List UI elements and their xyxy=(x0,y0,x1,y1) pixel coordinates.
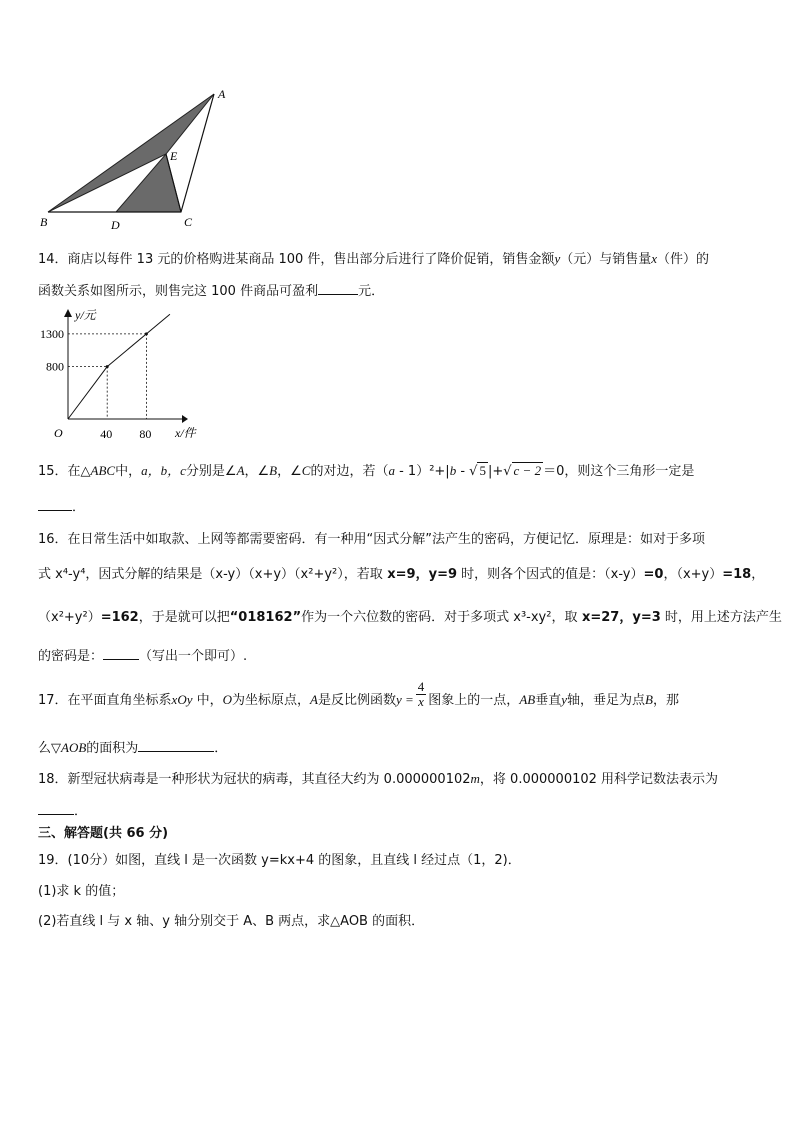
q15-text: 分别是∠ xyxy=(185,464,237,479)
q14-text: （件）的 xyxy=(657,252,710,267)
q16-line2 xyxy=(38,566,764,584)
q14-answer-blank xyxy=(318,281,358,295)
q16-text: 时，用上述方法产生 xyxy=(660,610,782,625)
q17-line1 xyxy=(38,679,764,710)
q14-var-y: y xyxy=(554,251,561,266)
q15-text: - xyxy=(456,464,470,479)
q17-fraction-numerator: 4 xyxy=(417,679,425,694)
q15-text: ＝0，则这个三角形一定是 xyxy=(543,464,695,479)
q15-vars: a，b，c xyxy=(141,463,186,478)
q17-text: 17．在平面直角坐标系 xyxy=(38,693,172,708)
q15-angle-b: B xyxy=(269,463,278,478)
series-line-segment xyxy=(68,367,107,419)
series-line-segment xyxy=(107,334,146,367)
q15-var-a: a xyxy=(388,463,395,478)
q16-text-bold: =0 xyxy=(643,567,664,582)
q14-text: 商店以每件 13 元的价格购进某商品 100 件，售出部分后进行了降价促销，销售金额 xyxy=(67,252,555,267)
q19-text: (2)若直线 l 与 x 轴、y 轴分别交于 A、B 两点，求△AOB 的面积． xyxy=(38,914,425,929)
origin-label: O xyxy=(54,426,63,440)
q15-text: ，∠ xyxy=(244,464,270,479)
data-point xyxy=(145,332,148,335)
q14-number: 14． xyxy=(38,252,68,267)
q15-number: 15．在 xyxy=(38,464,81,479)
q17-text: ． xyxy=(214,741,228,756)
q16-answer-blank xyxy=(103,646,139,660)
q17-text: 是反比例函数 xyxy=(317,693,396,708)
q19-line2 xyxy=(38,883,764,901)
q16-text: 16．在日常生活中如取款、上网等都需要密码．有一种用“因式分解”法产生的密码，方便记忆．原理是：如对于多项 xyxy=(38,532,706,547)
q17-text: 的面积为 xyxy=(86,741,139,756)
section-3-title xyxy=(38,825,764,843)
q18-answer-blank xyxy=(38,801,74,815)
q15-text: ，∠ xyxy=(277,464,302,479)
label-d: D xyxy=(111,218,120,232)
q17-ab: AB xyxy=(519,692,536,707)
q19-line1 xyxy=(38,852,764,870)
q18-text: ． xyxy=(74,804,88,819)
q18-line2 xyxy=(38,801,764,821)
q14-var-x: x xyxy=(651,251,658,266)
q17-fraction xyxy=(416,680,427,709)
q17-text: 么▽ xyxy=(38,741,61,756)
q16-text-bold: x=27，y=3 xyxy=(577,610,661,625)
q16-text: ，（x+y） xyxy=(663,567,723,582)
series-line-extension xyxy=(146,314,170,334)
q16-line4 xyxy=(38,646,764,666)
q15-text: |+ xyxy=(487,464,504,479)
x-axis-arrow xyxy=(182,415,188,423)
q16-text-bold: =162 xyxy=(100,610,139,625)
y-axis-arrow xyxy=(64,309,72,317)
q17-text: 为坐标原点， xyxy=(232,693,311,708)
q18-text: 18．新型冠状病毒是一种形状为冠状的病毒，其直径大约为 0.000000102 xyxy=(38,772,471,787)
q16-text-bold: “018162” xyxy=(229,610,302,625)
q14-line2 xyxy=(38,281,764,301)
q17-text: 垂直 xyxy=(535,693,562,708)
x-axis-label: x/件 xyxy=(175,426,196,440)
q19-line3 xyxy=(38,913,764,931)
q14-text: 元． xyxy=(358,284,385,299)
q18-line1 xyxy=(38,770,764,789)
q17-o: O xyxy=(222,692,233,707)
data-point xyxy=(106,365,109,368)
q16-text: 的密码是： xyxy=(38,649,104,664)
q17-y-equals: y = xyxy=(396,692,414,707)
q15-angle-c: C xyxy=(301,463,311,478)
q17-fraction-denominator: x xyxy=(418,694,424,709)
q17-line2 xyxy=(38,738,764,758)
q18-text: ，将 0.000000102 用科学记数法表示为 xyxy=(479,772,719,787)
q16-text-bold: x=9，y=9 xyxy=(382,567,458,582)
q16-text: （写出一个即可）. xyxy=(139,649,248,664)
q14-text: 函数关系如图所示，则售完这 100 件商品可盈利 xyxy=(38,284,319,299)
q15-sqrt-c2: √ c − 2 xyxy=(503,463,542,479)
label-c: C xyxy=(184,215,193,229)
q17-xoy: xOy xyxy=(171,692,193,707)
label-b: B xyxy=(40,215,48,229)
q18-unit-m: m xyxy=(470,771,480,786)
sales-chart xyxy=(30,305,210,445)
q16-line1 xyxy=(38,531,764,549)
q15-angle-a: A xyxy=(236,463,245,478)
q17-text: ，那 xyxy=(652,693,679,708)
q15-line1 xyxy=(38,462,764,481)
q17-aob: AOB xyxy=(61,740,87,755)
q15-sqrt5-radicand: 5 xyxy=(479,463,486,478)
q17-b: B xyxy=(645,692,653,707)
q16-text: 式 x⁴-y⁴，因式分解的结果是（x-y）（x+y）（x²+y²），若取 xyxy=(38,567,383,582)
q15-text: ． xyxy=(72,500,86,515)
q17-y-axis: y xyxy=(561,692,567,707)
q17-text: 中， xyxy=(192,693,223,708)
q15-answer-blank xyxy=(38,497,72,511)
q15-sqrt5: √ 5 xyxy=(469,463,486,479)
q15-var-b: b xyxy=(449,463,457,478)
q15-text: 中， xyxy=(115,464,142,479)
q16-line3 xyxy=(38,609,782,627)
q16-text: ， xyxy=(751,567,765,582)
q15-text: 的对边，若（ xyxy=(310,464,389,479)
q17-a: A xyxy=(310,692,318,707)
q15-triangle: △ABC xyxy=(80,463,116,478)
q16-text: 作为一个六位数的密码．对于多项式 x³-xy²，取 xyxy=(301,610,578,625)
q19-text: 19．(10分）如图，直线 l 是一次函数 y=kx+4 的图象，且直线 l 经过点（1，2)． xyxy=(38,853,521,868)
q16-text-bold: =18 xyxy=(722,567,752,582)
q16-text: 时，则各个因式的值是：（x-y） xyxy=(457,567,644,582)
label-e: E xyxy=(170,149,178,163)
x-tick-label: 40 xyxy=(100,427,113,441)
x-tick-label: 80 xyxy=(139,427,152,441)
y-tick-label: 800 xyxy=(46,359,64,374)
label-a: A xyxy=(218,87,226,101)
q15-text: - 1）²+| xyxy=(394,464,450,479)
q16-text: （x²+y²） xyxy=(38,610,101,625)
q15-sqrt-c2-radicand: c − 2 xyxy=(513,463,542,478)
section-3-title-text: 三、解答题(共 66 分) xyxy=(38,826,169,841)
q14-line1 xyxy=(38,250,764,269)
q16-text: ，于是就可以把 xyxy=(138,610,230,625)
y-tick-label: 1300 xyxy=(40,326,64,341)
triangle-figure xyxy=(38,86,238,236)
q17-text: 轴，垂足为点 xyxy=(567,693,646,708)
q15-line2 xyxy=(38,497,764,517)
q14-text: （元）与销售量 xyxy=(560,252,652,267)
q17-text: 图象上的一点， xyxy=(428,693,520,708)
y-axis-label: y/元 xyxy=(75,308,96,322)
q19-text: (1)求 k 的值； xyxy=(38,884,125,899)
q17-answer-blank xyxy=(138,738,214,752)
